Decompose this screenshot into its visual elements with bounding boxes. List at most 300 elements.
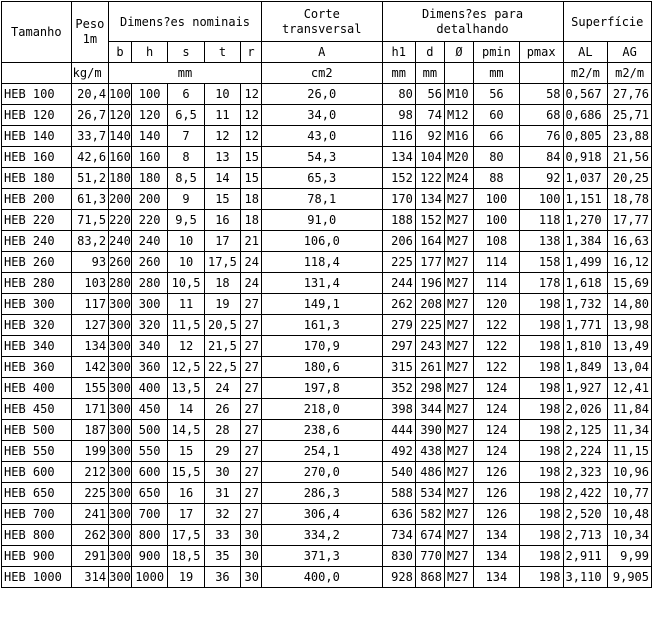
- cell-AL: 0,686: [563, 105, 608, 126]
- cell-pmax: 198: [519, 441, 563, 462]
- cell-h: 220: [131, 210, 167, 231]
- cell-name: HEB 220: [2, 210, 72, 231]
- cell-peso: 262: [71, 525, 108, 546]
- cell-peso: 142: [71, 357, 108, 378]
- cell-r: 27: [241, 294, 262, 315]
- cell-phi: M27: [444, 567, 473, 588]
- cell-phi: M24: [444, 168, 473, 189]
- unit-AG: m2/m: [608, 63, 652, 84]
- cell-pmin: 134: [474, 567, 520, 588]
- cell-s: 7: [168, 126, 204, 147]
- cell-pmax: 76: [519, 126, 563, 147]
- cell-AG: 16,63: [608, 231, 652, 252]
- cell-name: HEB 1000: [2, 567, 72, 588]
- table-row: [2, 315, 652, 336]
- cell-phi: M27: [444, 462, 473, 483]
- cell-b: 180: [109, 168, 132, 189]
- header-h1: h1: [382, 42, 415, 63]
- cell-name: HEB 800: [2, 525, 72, 546]
- table-row: [2, 189, 652, 210]
- table-row: [2, 483, 652, 504]
- cell-pmin: 126: [474, 504, 520, 525]
- heb-profile-table: [1, 1, 652, 588]
- cell-AG: 11,34: [608, 420, 652, 441]
- cell-t: 31: [204, 483, 240, 504]
- cell-peso: 127: [71, 315, 108, 336]
- cell-AL: 1,270: [563, 210, 608, 231]
- table-row: [2, 357, 652, 378]
- cell-phi: M27: [444, 210, 473, 231]
- table-row: [2, 441, 652, 462]
- cell-d: 196: [415, 273, 444, 294]
- cell-b: 200: [109, 189, 132, 210]
- cell-pmin: 114: [474, 252, 520, 273]
- table-row: [2, 336, 652, 357]
- cell-h1: 830: [382, 546, 415, 567]
- cell-h: 340: [131, 336, 167, 357]
- cell-AG: 13,04: [608, 357, 652, 378]
- cell-pmax: 198: [519, 483, 563, 504]
- cell-d: 344: [415, 399, 444, 420]
- table-row: [2, 105, 652, 126]
- cell-peso: 61,3: [71, 189, 108, 210]
- cell-phi: M27: [444, 546, 473, 567]
- cell-h: 600: [131, 462, 167, 483]
- cell-d: 770: [415, 546, 444, 567]
- cell-pmin: 124: [474, 399, 520, 420]
- cell-h1: 588: [382, 483, 415, 504]
- unit-cm2: cm2: [261, 63, 382, 84]
- cell-phi: M27: [444, 378, 473, 399]
- header-r: r: [241, 42, 262, 63]
- cell-peso: 71,5: [71, 210, 108, 231]
- cell-d: 177: [415, 252, 444, 273]
- cell-r: 24: [241, 273, 262, 294]
- table-row: [2, 147, 652, 168]
- header-A: A: [261, 42, 382, 63]
- cell-AG: 21,56: [608, 147, 652, 168]
- cell-pmin: 120: [474, 294, 520, 315]
- cell-AG: 17,77: [608, 210, 652, 231]
- cell-A: 286,3: [261, 483, 382, 504]
- cell-phi: M27: [444, 420, 473, 441]
- header-tamanho: Tamanho: [2, 2, 72, 63]
- unit-peso: kg/m: [71, 63, 108, 84]
- cell-A: 54,3: [261, 147, 382, 168]
- cell-name: HEB 340: [2, 336, 72, 357]
- cell-s: 15: [168, 441, 204, 462]
- cell-s: 12,5: [168, 357, 204, 378]
- cell-pmin: 100: [474, 210, 520, 231]
- cell-pmax: 68: [519, 105, 563, 126]
- cell-r: 27: [241, 462, 262, 483]
- cell-b: 300: [109, 525, 132, 546]
- cell-AL: 0,567: [563, 84, 608, 105]
- cell-h1: 734: [382, 525, 415, 546]
- cell-AL: 1,732: [563, 294, 608, 315]
- cell-t: 30: [204, 462, 240, 483]
- cell-h1: 928: [382, 567, 415, 588]
- table-row: [2, 168, 652, 189]
- cell-name: HEB 650: [2, 483, 72, 504]
- cell-h1: 80: [382, 84, 415, 105]
- cell-b: 300: [109, 336, 132, 357]
- unit-tamanho: [2, 63, 72, 84]
- header-b: b: [109, 42, 132, 63]
- cell-r: 18: [241, 189, 262, 210]
- cell-pmin: 56: [474, 84, 520, 105]
- cell-AL: 2,422: [563, 483, 608, 504]
- cell-phi: M27: [444, 294, 473, 315]
- cell-pmax: 198: [519, 504, 563, 525]
- header-row-main: [2, 2, 652, 42]
- cell-h1: 636: [382, 504, 415, 525]
- cell-pmax: 198: [519, 462, 563, 483]
- cell-h1: 297: [382, 336, 415, 357]
- cell-t: 33: [204, 525, 240, 546]
- cell-A: 180,6: [261, 357, 382, 378]
- table-row: [2, 504, 652, 525]
- cell-r: 15: [241, 168, 262, 189]
- cell-AG: 16,12: [608, 252, 652, 273]
- cell-s: 10: [168, 252, 204, 273]
- cell-pmin: 124: [474, 378, 520, 399]
- cell-phi: M27: [444, 273, 473, 294]
- cell-peso: 291: [71, 546, 108, 567]
- cell-r: 27: [241, 399, 262, 420]
- cell-pmax: 198: [519, 420, 563, 441]
- cell-AG: 23,88: [608, 126, 652, 147]
- cell-s: 11: [168, 294, 204, 315]
- cell-s: 9,5: [168, 210, 204, 231]
- cell-AL: 2,911: [563, 546, 608, 567]
- cell-A: 218,0: [261, 399, 382, 420]
- cell-b: 240: [109, 231, 132, 252]
- cell-A: 400,0: [261, 567, 382, 588]
- cell-b: 300: [109, 546, 132, 567]
- cell-pmax: 92: [519, 168, 563, 189]
- cell-t: 35: [204, 546, 240, 567]
- cell-t: 14: [204, 168, 240, 189]
- cell-d: 582: [415, 504, 444, 525]
- cell-AL: 2,125: [563, 420, 608, 441]
- cell-t: 26: [204, 399, 240, 420]
- table-row: [2, 567, 652, 588]
- cell-pmin: 126: [474, 462, 520, 483]
- cell-h1: 540: [382, 462, 415, 483]
- cell-d: 298: [415, 378, 444, 399]
- cell-AG: 9,99: [608, 546, 652, 567]
- cell-peso: 171: [71, 399, 108, 420]
- cell-peso: 33,7: [71, 126, 108, 147]
- cell-AL: 2,713: [563, 525, 608, 546]
- cell-peso: 20,4: [71, 84, 108, 105]
- cell-t: 29: [204, 441, 240, 462]
- cell-s: 9: [168, 189, 204, 210]
- cell-t: 12: [204, 126, 240, 147]
- cell-d: 164: [415, 231, 444, 252]
- cell-name: HEB 550: [2, 441, 72, 462]
- table-row: [2, 525, 652, 546]
- cell-h: 650: [131, 483, 167, 504]
- cell-b: 300: [109, 357, 132, 378]
- unit-pmax: [519, 63, 563, 84]
- cell-t: 18: [204, 273, 240, 294]
- cell-A: 254,1: [261, 441, 382, 462]
- table-row: [2, 126, 652, 147]
- cell-s: 14,5: [168, 420, 204, 441]
- cell-t: 20,5: [204, 315, 240, 336]
- unit-mm-nominais: mm: [109, 63, 262, 84]
- cell-d: 534: [415, 483, 444, 504]
- cell-d: 438: [415, 441, 444, 462]
- cell-phi: M10: [444, 84, 473, 105]
- header-peso-line1: Peso: [75, 17, 105, 31]
- cell-AG: 9,905: [608, 567, 652, 588]
- cell-AL: 1,151: [563, 189, 608, 210]
- table-row: [2, 84, 652, 105]
- cell-name: HEB 700: [2, 504, 72, 525]
- cell-s: 6,5: [168, 105, 204, 126]
- cell-h1: 398: [382, 399, 415, 420]
- cell-AL: 2,323: [563, 462, 608, 483]
- header-AG: AG: [608, 42, 652, 63]
- cell-AL: 1,384: [563, 231, 608, 252]
- cell-name: HEB 140: [2, 126, 72, 147]
- cell-t: 15: [204, 189, 240, 210]
- cell-pmax: 198: [519, 378, 563, 399]
- cell-phi: M27: [444, 252, 473, 273]
- cell-pmin: 124: [474, 441, 520, 462]
- header-corte-line1: Corte: [303, 6, 340, 21]
- cell-AL: 1,037: [563, 168, 608, 189]
- cell-AG: 25,71: [608, 105, 652, 126]
- header-d: d: [415, 42, 444, 63]
- header-h: h: [131, 42, 167, 63]
- cell-r: 12: [241, 126, 262, 147]
- cell-h1: 444: [382, 420, 415, 441]
- cell-r: 12: [241, 84, 262, 105]
- cell-AG: 11,84: [608, 399, 652, 420]
- cell-pmin: 134: [474, 546, 520, 567]
- cell-t: 10: [204, 84, 240, 105]
- header-corte-transversal: [261, 2, 382, 42]
- cell-t: 32: [204, 504, 240, 525]
- cell-name: HEB 200: [2, 189, 72, 210]
- cell-h1: 492: [382, 441, 415, 462]
- header-dimensoes-detalhando: [382, 2, 563, 42]
- cell-AG: 10,77: [608, 483, 652, 504]
- cell-phi: M27: [444, 357, 473, 378]
- cell-pmin: 122: [474, 357, 520, 378]
- cell-name: HEB 160: [2, 147, 72, 168]
- header-detalhando-line1: Dimens?es para: [421, 6, 524, 21]
- header-phi: Ø: [444, 42, 473, 63]
- cell-t: 16: [204, 210, 240, 231]
- cell-A: 371,3: [261, 546, 382, 567]
- cell-name: HEB 400: [2, 378, 72, 399]
- table-row: [2, 273, 652, 294]
- cell-s: 13,5: [168, 378, 204, 399]
- header-superficie: Superfície: [563, 2, 651, 42]
- cell-A: 91,0: [261, 210, 382, 231]
- cell-t: 13: [204, 147, 240, 168]
- cell-h: 120: [131, 105, 167, 126]
- cell-AG: 10,34: [608, 525, 652, 546]
- cell-h: 200: [131, 189, 167, 210]
- unit-d: mm: [415, 63, 444, 84]
- cell-phi: M16: [444, 126, 473, 147]
- cell-d: 390: [415, 420, 444, 441]
- cell-AG: 20,25: [608, 168, 652, 189]
- cell-A: 106,0: [261, 231, 382, 252]
- cell-b: 300: [109, 294, 132, 315]
- header-pmin: pmin: [474, 42, 520, 63]
- cell-A: 238,6: [261, 420, 382, 441]
- cell-d: 225: [415, 315, 444, 336]
- cell-h: 900: [131, 546, 167, 567]
- cell-b: 300: [109, 420, 132, 441]
- header-peso: [71, 2, 108, 63]
- cell-h1: 170: [382, 189, 415, 210]
- cell-AL: 2,520: [563, 504, 608, 525]
- cell-b: 160: [109, 147, 132, 168]
- cell-A: 78,1: [261, 189, 382, 210]
- header-detalhando-line2: detalhando: [436, 21, 509, 36]
- cell-h1: 244: [382, 273, 415, 294]
- cell-name: HEB 180: [2, 168, 72, 189]
- cell-h: 240: [131, 231, 167, 252]
- cell-peso: 51,2: [71, 168, 108, 189]
- cell-A: 149,1: [261, 294, 382, 315]
- cell-pmin: 122: [474, 315, 520, 336]
- cell-t: 19: [204, 294, 240, 315]
- cell-pmax: 198: [519, 336, 563, 357]
- cell-pmax: 158: [519, 252, 563, 273]
- cell-h: 260: [131, 252, 167, 273]
- cell-b: 100: [109, 84, 132, 105]
- cell-phi: M20: [444, 147, 473, 168]
- cell-A: 306,4: [261, 504, 382, 525]
- cell-pmin: 100: [474, 189, 520, 210]
- cell-AG: 18,78: [608, 189, 652, 210]
- cell-t: 22,5: [204, 357, 240, 378]
- cell-h: 100: [131, 84, 167, 105]
- cell-pmax: 84: [519, 147, 563, 168]
- cell-t: 36: [204, 567, 240, 588]
- cell-r: 30: [241, 567, 262, 588]
- cell-d: 152: [415, 210, 444, 231]
- cell-b: 300: [109, 462, 132, 483]
- cell-pmax: 198: [519, 357, 563, 378]
- cell-pmin: 134: [474, 525, 520, 546]
- cell-b: 300: [109, 378, 132, 399]
- cell-A: 65,3: [261, 168, 382, 189]
- cell-peso: 187: [71, 420, 108, 441]
- cell-pmin: 126: [474, 483, 520, 504]
- cell-name: HEB 100: [2, 84, 72, 105]
- cell-name: HEB 320: [2, 315, 72, 336]
- cell-A: 43,0: [261, 126, 382, 147]
- cell-h: 300: [131, 294, 167, 315]
- header-s: s: [168, 42, 204, 63]
- cell-A: 131,4: [261, 273, 382, 294]
- cell-pmin: 122: [474, 336, 520, 357]
- cell-AG: 12,41: [608, 378, 652, 399]
- cell-AL: 2,224: [563, 441, 608, 462]
- cell-h1: 134: [382, 147, 415, 168]
- cell-t: 24: [204, 378, 240, 399]
- cell-s: 14: [168, 399, 204, 420]
- cell-d: 104: [415, 147, 444, 168]
- cell-h1: 279: [382, 315, 415, 336]
- cell-d: 486: [415, 462, 444, 483]
- cell-A: 34,0: [261, 105, 382, 126]
- cell-s: 10: [168, 231, 204, 252]
- cell-s: 17,5: [168, 525, 204, 546]
- cell-h1: 98: [382, 105, 415, 126]
- cell-s: 18,5: [168, 546, 204, 567]
- cell-d: 56: [415, 84, 444, 105]
- cell-AL: 3,110: [563, 567, 608, 588]
- cell-AG: 13,98: [608, 315, 652, 336]
- cell-r: 27: [241, 378, 262, 399]
- cell-s: 8,5: [168, 168, 204, 189]
- cell-name: HEB 120: [2, 105, 72, 126]
- unit-AL: m2/m: [563, 63, 608, 84]
- cell-r: 27: [241, 336, 262, 357]
- cell-pmax: 198: [519, 399, 563, 420]
- header-dimensoes-nominais: Dimens?es nominais: [109, 2, 262, 42]
- table-row: [2, 252, 652, 273]
- cell-AL: 0,805: [563, 126, 608, 147]
- cell-phi: M27: [444, 441, 473, 462]
- cell-pmax: 178: [519, 273, 563, 294]
- cell-AG: 14,80: [608, 294, 652, 315]
- table-row: [2, 462, 652, 483]
- cell-s: 16: [168, 483, 204, 504]
- cell-s: 11,5: [168, 315, 204, 336]
- cell-d: 74: [415, 105, 444, 126]
- cell-h1: 152: [382, 168, 415, 189]
- cell-r: 21: [241, 231, 262, 252]
- cell-r: 27: [241, 483, 262, 504]
- cell-d: 261: [415, 357, 444, 378]
- cell-phi: M27: [444, 504, 473, 525]
- cell-AL: 1,771: [563, 315, 608, 336]
- cell-AG: 27,76: [608, 84, 652, 105]
- cell-phi: M27: [444, 483, 473, 504]
- cell-h1: 352: [382, 378, 415, 399]
- cell-peso: 93: [71, 252, 108, 273]
- cell-pmax: 198: [519, 546, 563, 567]
- cell-s: 12: [168, 336, 204, 357]
- cell-b: 300: [109, 504, 132, 525]
- header-t: t: [204, 42, 240, 63]
- cell-h1: 206: [382, 231, 415, 252]
- cell-h: 550: [131, 441, 167, 462]
- cell-t: 17,5: [204, 252, 240, 273]
- cell-b: 300: [109, 567, 132, 588]
- cell-peso: 134: [71, 336, 108, 357]
- cell-AG: 11,15: [608, 441, 652, 462]
- cell-h: 800: [131, 525, 167, 546]
- table-row: [2, 294, 652, 315]
- cell-b: 300: [109, 315, 132, 336]
- cell-peso: 117: [71, 294, 108, 315]
- cell-t: 21,5: [204, 336, 240, 357]
- cell-name: HEB 500: [2, 420, 72, 441]
